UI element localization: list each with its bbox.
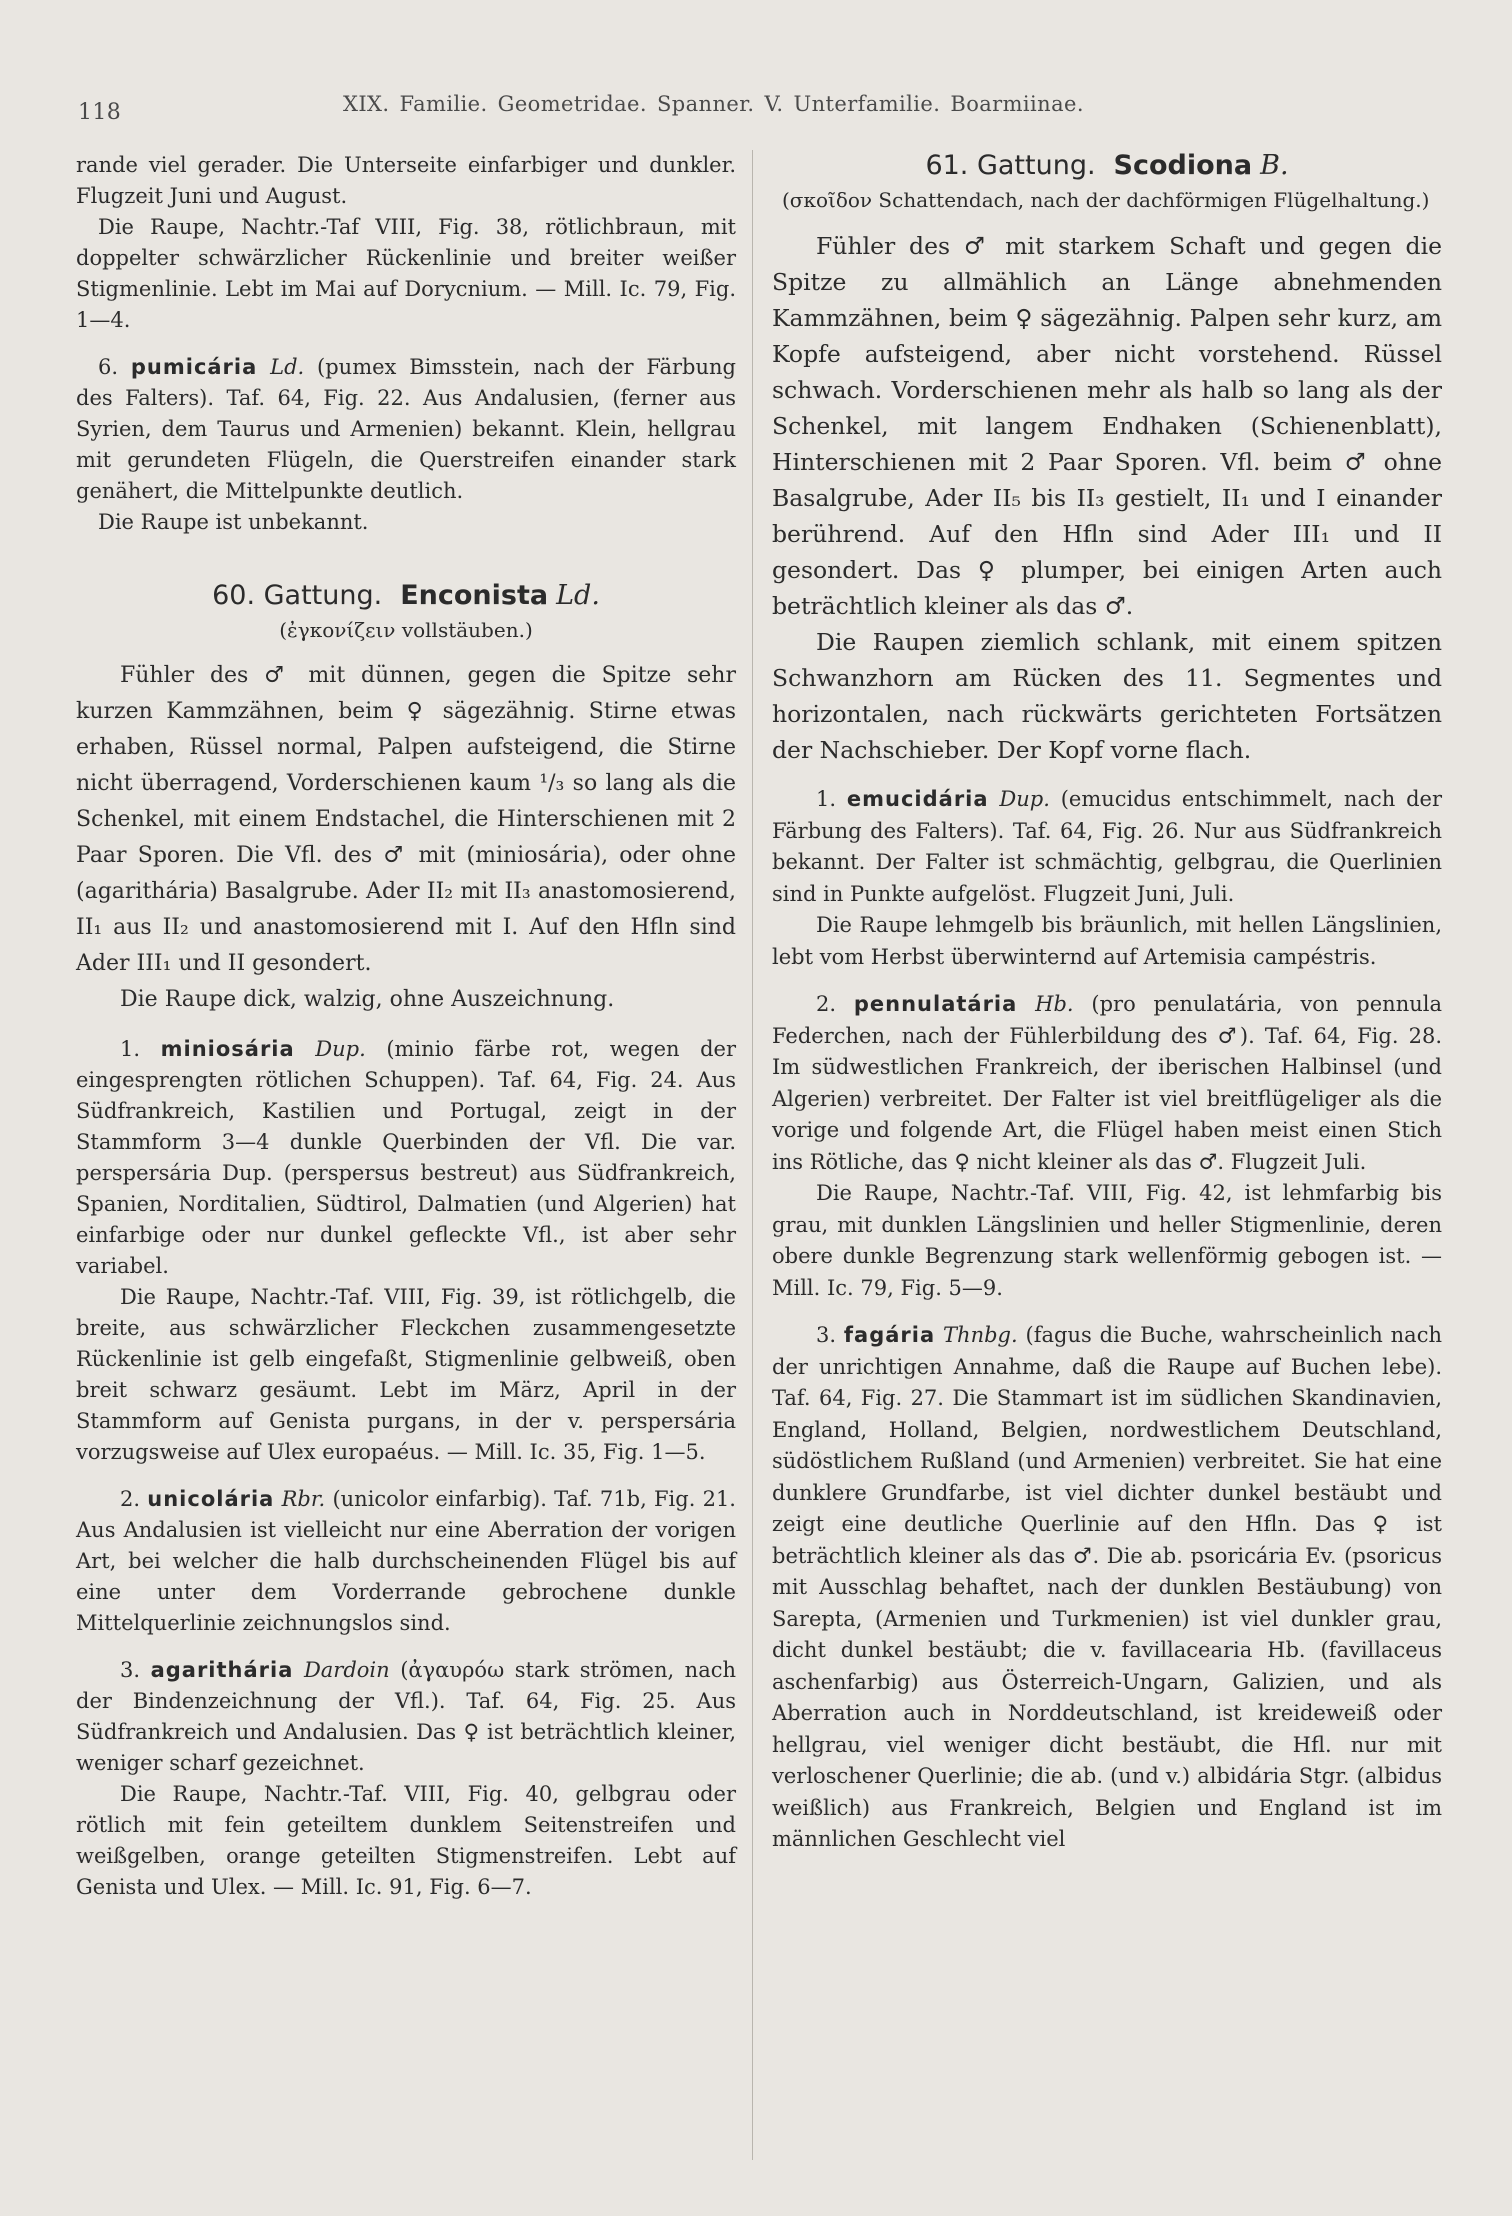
species-number: 1. — [120, 1037, 141, 1061]
species-text: (pro penulatária, von pennula Federchen, nach der Fühlerbildung des ♂). Taf. 64, Fig. 28. Im südwestlichen Frankreich, der iberischen Halbinsel (und Algerien) verbreitet. Der Falter ist viel breitflügeliger als die vorige und folgende Art, die Flügel haben meist einen Stich ins Rötliche, das ♀ nicht kleiner als das ♂. Flugzeit Juli. — [772, 992, 1442, 1174]
species-entry — [76, 352, 736, 507]
species-text: (minio färbe rot, wegen der eingesprengten rötlichen Schuppen). Taf. 64, Fig. 24. Aus Südfrankreich, Kastilien und Portugal, zeigt in der Stammform 3—4 dunkle Querbinden der Vfl. Die var. perspersária Dup. (perspersus bestreut) aus Südfrankreich, Spanien, Norditalien, Südtirol, Dalmatien (und Algerien) hat einfarbige oder nur dunkel gefleckte Vfl., ist aber sehr variabel. — [76, 1037, 736, 1278]
species-author: Rbr. — [281, 1487, 326, 1511]
genus-heading — [76, 576, 736, 616]
left-column — [76, 150, 736, 1903]
species-author: Thnbg. — [943, 1323, 1018, 1347]
species-name: unicolária — [147, 1487, 275, 1511]
species-entry — [772, 784, 1442, 910]
genus-author: B. — [1260, 150, 1289, 181]
species-name: pennulatária — [853, 992, 1018, 1016]
species-entry — [772, 989, 1442, 1178]
species-number: 6. — [98, 355, 119, 379]
paragraph: Die Raupe lehmgelb bis bräunlich, mit hellen Längslinien, lebt vom Herbst überwinternd auf Artemisia campéstris. — [772, 913, 1442, 969]
species-author: Hb. — [1035, 992, 1074, 1016]
species-name: agarithária — [150, 1658, 294, 1682]
species-author: Dup. — [315, 1037, 366, 1061]
species-number: 3. — [816, 1323, 837, 1347]
species-number: 3. — [120, 1658, 141, 1682]
genus-name: Enconista — [400, 580, 549, 611]
species-entry — [76, 1484, 736, 1639]
genus-etymology: (σκοῖδον Schattendach, nach der dachförmigen Flügelhaltung.) — [782, 188, 1430, 212]
species-text: (ἀγαυρόω stark strömen, nach der Bindenzeichnung der Vfl.). Taf. 64, Fig. 25. Aus Südfrankreich und Andalusien. Das ♀ ist beträchtlich kleiner, weniger scharf gezeichnet. — [76, 1658, 737, 1775]
species-text: (fagus die Buche, wahrscheinlich nach der unrichtigen Annahme, daß die Raupe auf Buchen lebe). Taf. 64, Fig. 27. Die Stammart ist im südlichen Skandinavien, England, Holland, Belgien, nordwestlichem Deutschland, südöstlichem Rußland (und Armenien) verbreitet. Sie hat eine dunklere Grundfarbe, ist viel dichter dunkel bestäubt und zeigt eine deutliche Querlinie auf den Hfln. Das ♀ ist beträchtlich kleiner als das ♂. Die ab. psoricária Ev. (psoricus mit Ausschlag behaftet, nach der dunklen Bestäubung) von Sarepta, (Armenien und Turkmenien) ist viel dunkler grau, dicht dunkel bestäubt; die v. favillacearia Hb. (favillaceus aschenfarbig) aus Österreich-Ungarn, Galizien, und als Aberration auch in Norddeutschland, ist kreideweiß oder hellgrau, viel weniger dicht bestäubt, die Hfl. nur mit verloschener Querlinie; die ab. (und v.) albidária Stgr. (albidus weißlich) aus Frankreich, Belgien und England ist im männlichen Geschlecht viel — [772, 1323, 1442, 1851]
genus-name: Scodiona — [1113, 150, 1253, 181]
genus-number: 60. Gattung. — [212, 580, 383, 611]
species-number: 2. — [816, 992, 837, 1016]
genus-author: Ld. — [556, 580, 600, 611]
paragraph: rande viel gerader. Die Unterseite einfarbiger und dunkler. Flugzeit Juni und August. — [76, 153, 736, 208]
running-title: XIX. Familie. Geometridae. Spanner. V. Unterfamilie. Boarmiinae. — [343, 92, 1084, 116]
species-text: (emucidus entschimmelt, nach der Färbung des Falters). Taf. 64, Fig. 26. Nur aus Südfrankreich bekannt. Der Falter ist schmächtig, gelbgrau, die Querlinien sind in Punkte aufgelöst. Flugzeit Juni, Juli. — [772, 787, 1442, 906]
page-header — [78, 92, 1458, 132]
species-entry — [76, 1655, 736, 1779]
paragraph: Die Raupe, Nachtr.-Taf. VIII, Fig. 40, gelbgrau oder rötlich mit fein geteiltem dunklem Seitenstreifen und weißgelben, orange geteilten Stigmenstreifen. Lebt auf Genista und Ulex. — Mill. Ic. 91, Fig. 6—7. — [76, 1782, 736, 1899]
species-name: fagária — [843, 1323, 936, 1347]
genus-description: Fühler des ♂ mit starkem Schaft und gegen die Spitze zu allmählich an Länge abnehmenden Kammzähnen, beim ♀ sägezähnig. Palpen sehr kurz, am Kopfe aufsteigend, aber nicht vorstehend. Rüssel schwach. Vorderschienen mehr als halb so lang als der Schenkel, mit langem Endhaken (Schienenblatt), Hinterschienen mit 2 Paar Sporen. Vfl. beim ♂ ohne Basalgrube, Ader II₅ bis II₃ gestielt, II₁ und I einander berührend. Auf den Hfln sind Ader III₁ und II gesondert. Das ♀ plumper, bei einigen Arten auch beträchtlich kleiner als das ♂. — [772, 232, 1442, 620]
species-author: Ld. — [270, 355, 305, 379]
genus-heading — [772, 146, 1442, 186]
genus-etymology: (ἐγκονίζειν vollstäuben.) — [279, 618, 533, 642]
paragraph: Die Raupe, Nachtr.-Taf. VIII, Fig. 42, ist lehmfarbig bis grau, mit dunklen Längslinien und heller Stigmenlinie, deren obere dunkle Begrenzung stark wellenförmig gebogen ist. — Mill. Ic. 79, Fig. 5—9. — [772, 1181, 1442, 1300]
species-name: miniosária — [160, 1037, 295, 1061]
species-name: pumicária — [130, 355, 258, 379]
species-number: 2. — [120, 1487, 141, 1511]
genus-description: Fühler des ♂ mit dünnen, gegen die Spitze sehr kurzen Kammzähnen, beim ♀ sägezähnig. Stirne etwas erhaben, Rüssel normal, Palpen aufsteigend, die Stirne nicht überragend, Vorderschienen kaum ¹/₃ so lang als die Schenkel, mit einem Endstachel, die Hinterschienen mit 2 Paar Sporen. Die Vfl. des ♂ mit (miniosária), oder ohne (agarithária) Basalgrube. Ader II₂ mit II₃ anastomosierend, II₁ aus II₂ und anastomosierend mit I. Auf den Hfln sind Ader III₁ und II gesondert. — [76, 663, 736, 976]
species-author: Dardoin — [303, 1658, 390, 1682]
column-divider — [752, 150, 753, 2160]
species-entry — [772, 1320, 1442, 1856]
species-name: emucidária — [846, 787, 989, 811]
paragraph: Die Raupe dick, walzig, ohne Auszeichnung. — [120, 987, 615, 1012]
paragraph: Die Raupe, Nachtr.-Taf. VIII, Fig. 39, ist rötlichgelb, die breite, aus schwärzlicher Fleckchen zusammengesetzte Rückenlinie ist gelb eingefaßt, Stigmenlinie gelbweiß, oben breit schwarz gesäumt. Lebt im März, April in der Stammform auf Genista purgans, in der v. perspersária vorzugsweise auf Ulex europaéus. — Mill. Ic. 35, Fig. 1—5. — [76, 1285, 736, 1464]
species-text: (unicolor einfarbig). Taf. 71b, Fig. 21. Aus Andalusien ist vielleicht nur eine Aberration der vorigen Art, bei welcher die halb durchscheinenden Flügel bis auf eine unter dem Vorderrande gebrochene dunkle Mittelquerlinie zeichnungslos sind. — [76, 1487, 736, 1635]
paragraph: Die Raupen ziemlich schlank, mit einem spitzen Schwanzhorn am Rücken des 11. Segmentes und horizontalen, nach rückwärts gerichteten Fortsätzen der Nachschieber. Der Kopf vorne flach. — [772, 628, 1442, 764]
species-entry — [76, 1034, 736, 1282]
paragraph: Die Raupe, Nachtr.-Taf VIII, Fig. 38, rötlichbraun, mit doppelter schwärzlicher Rückenlinie und breiter weißer Stigmenlinie. Lebt im Mai auf Dorycnium. — Mill. Ic. 79, Fig. 1—4. — [76, 215, 736, 332]
species-text: (pumex Bimsstein, nach der Färbung des Falters). Taf. 64, Fig. 22. Aus Andalusien, (ferner aus Syrien, dem Taurus und Armenien) bekannt. Klein, hellgrau mit gerundeten Flügeln, die Querstreifen einander stark genähert, die Mittelpunkte deutlich. — [76, 355, 736, 503]
species-author: Dup. — [999, 787, 1050, 811]
genus-number: 61. Gattung. — [925, 150, 1096, 181]
page-number: 118 — [78, 100, 122, 125]
species-number: 1. — [816, 787, 837, 811]
paragraph: Die Raupe ist unbekannt. — [98, 510, 369, 534]
right-column — [772, 146, 1442, 1856]
